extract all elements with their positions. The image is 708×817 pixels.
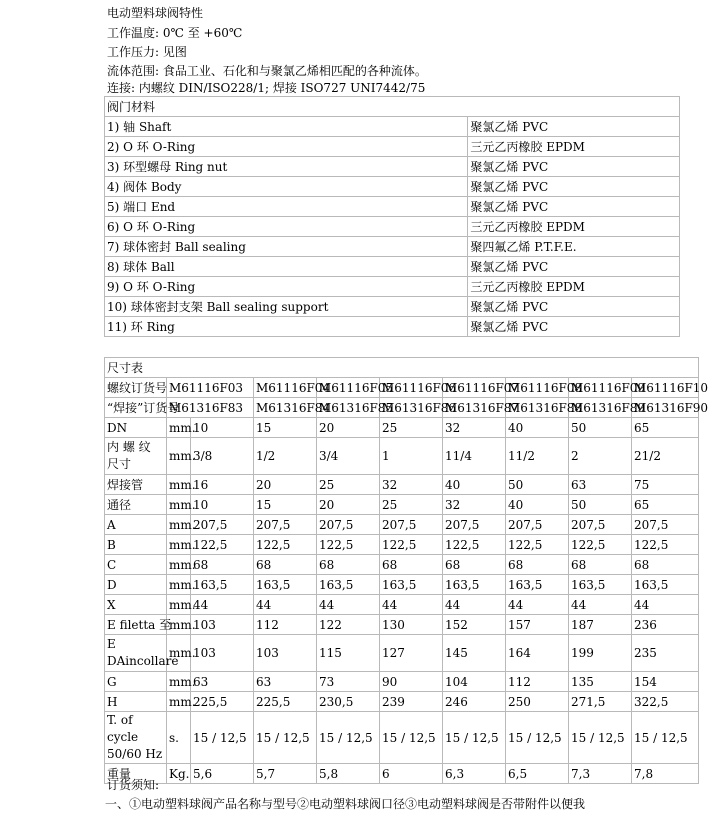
dimension-unit: Kg. [167, 764, 191, 784]
dimension-value: 40 [506, 418, 569, 438]
dimension-value: 322,5 [632, 692, 699, 712]
dimension-value: 207,5 [191, 515, 254, 535]
order-code: M61116F08 [506, 378, 569, 398]
dimension-value: 154 [632, 672, 699, 692]
dimension-value: 63 [191, 672, 254, 692]
dimension-value: 122,5 [191, 535, 254, 555]
dimension-value: 44 [254, 595, 317, 615]
table-row [105, 555, 699, 575]
dimension-value: 250 [506, 692, 569, 712]
dimension-label: D [105, 575, 167, 595]
dimension-value: 236 [632, 615, 699, 635]
fluid-range: 流体范围: 食品工业、石化和与聚氯乙烯相匹配的各种流体。 [107, 64, 427, 78]
dimension-label: H [105, 692, 167, 712]
dimension-value: 90 [380, 672, 443, 692]
order-code: M61316F85 [317, 398, 380, 418]
dimension-value: 163,5 [380, 575, 443, 595]
dimension-value: 152 [443, 615, 506, 635]
dimension-value: 44 [632, 595, 699, 615]
dimension-label: E DAincollare [105, 635, 167, 672]
dimension-value: 163,5 [443, 575, 506, 595]
table-row [105, 137, 680, 157]
dimension-value: 15 / 12,5 [317, 712, 380, 764]
dimension-value: 130 [380, 615, 443, 635]
dimension-value: 225,5 [191, 692, 254, 712]
material-part: 10) 球体密封支架 Ball sealing support [105, 297, 468, 317]
order-notes-line: 一、①电动塑料球阀产品名称与型号②电动塑料球阀口径③电动塑料球阀是否带附件以便我 [105, 797, 586, 811]
table-row [105, 712, 699, 764]
dimension-label: B [105, 535, 167, 555]
order-code: M61116F06 [380, 378, 443, 398]
dimension-value: 5,6 [191, 764, 254, 784]
dimension-value: 68 [506, 555, 569, 575]
table-row [105, 515, 699, 535]
dimension-value: 122 [317, 615, 380, 635]
dimension-unit: mm. [167, 438, 191, 475]
material-name: 三元乙丙橡胶 EPDM [468, 277, 680, 297]
dimension-value: 103 [191, 635, 254, 672]
material-part: 4) 阀体 Body [105, 177, 468, 197]
table-row [105, 277, 680, 297]
dimension-value: 11/4 [443, 438, 506, 475]
dimension-value: 7,8 [632, 764, 699, 784]
dimension-value: 2 [569, 438, 632, 475]
table-row [105, 418, 699, 438]
dimension-value: 68 [254, 555, 317, 575]
dimension-value: 103 [191, 615, 254, 635]
order-code: M61116F09 [569, 378, 632, 398]
order-code: M61316F86 [380, 398, 443, 418]
dimension-value: 207,5 [254, 515, 317, 535]
dimension-value: 230,5 [317, 692, 380, 712]
order-notes-heading: 订货须知: [107, 778, 160, 792]
order-code: M61116F05 [317, 378, 380, 398]
dimension-value: 44 [191, 595, 254, 615]
order-code: M61116F07 [443, 378, 506, 398]
dimension-value: 112 [254, 615, 317, 635]
dimension-value: 15 / 12,5 [254, 712, 317, 764]
dimension-value: 163,5 [317, 575, 380, 595]
dimension-value: 122,5 [443, 535, 506, 555]
material-name: 聚四氟乙烯 P.T.F.E. [468, 237, 680, 257]
dimension-value: 122,5 [380, 535, 443, 555]
dimension-value: 44 [317, 595, 380, 615]
dimension-value: 6,5 [506, 764, 569, 784]
dimension-value: 163,5 [569, 575, 632, 595]
table-row [105, 398, 699, 418]
dimension-value: 3/8 [191, 438, 254, 475]
dimension-unit: mm. [167, 515, 191, 535]
material-name: 聚氯乙烯 PVC [468, 157, 680, 177]
table-row [105, 635, 699, 672]
dimension-value: 235 [632, 635, 699, 672]
dimension-value: 163,5 [506, 575, 569, 595]
dimension-value: 207,5 [317, 515, 380, 535]
dimension-value: 15 [254, 495, 317, 515]
dimension-value: 68 [443, 555, 506, 575]
table-row [105, 475, 699, 495]
dimension-value: 10 [191, 418, 254, 438]
dimension-value: 16 [191, 475, 254, 495]
table-row [105, 575, 699, 595]
dimension-label: C [105, 555, 167, 575]
dimension-value: 15 / 12,5 [506, 712, 569, 764]
order-code: M61116F10 [632, 378, 699, 398]
dimension-label: X [105, 595, 167, 615]
material-name: 聚氯乙烯 PVC [468, 177, 680, 197]
material-name: 聚氯乙烯 PVC [468, 297, 680, 317]
dimension-value: 68 [317, 555, 380, 575]
dimension-label: “焊接”订货号 [105, 398, 167, 418]
dimensions-title: 尺寸表 [105, 358, 699, 378]
dimension-value: 68 [569, 555, 632, 575]
dimension-value: 21/2 [632, 438, 699, 475]
dimension-value: 271,5 [569, 692, 632, 712]
order-code: M61316F84 [254, 398, 317, 418]
dimension-value: 40 [506, 495, 569, 515]
dimension-value: 7,3 [569, 764, 632, 784]
table-row [105, 672, 699, 692]
dimension-value: 207,5 [506, 515, 569, 535]
dimension-label: 内 螺 纹 尺寸 [105, 438, 167, 475]
dimension-value: 68 [191, 555, 254, 575]
dimension-value: 50 [569, 495, 632, 515]
dimension-label: G [105, 672, 167, 692]
dimension-value: 44 [569, 595, 632, 615]
dimension-value: 6 [380, 764, 443, 784]
dimension-value: 44 [443, 595, 506, 615]
table-row [105, 117, 680, 137]
material-part: 7) 球体密封 Ball sealing [105, 237, 468, 257]
work-pressure: 工作压力: 见图 [107, 45, 187, 59]
dimension-value: 15 / 12,5 [380, 712, 443, 764]
dimension-value: 157 [506, 615, 569, 635]
dimension-value: 122,5 [317, 535, 380, 555]
doc-title: 电动塑料球阀特性 [107, 6, 204, 20]
table-row [105, 438, 699, 475]
table-row [105, 692, 699, 712]
table-row [105, 177, 680, 197]
dimension-unit: mm. [167, 555, 191, 575]
dimension-label: 重量 [105, 764, 167, 784]
dimension-value: 73 [317, 672, 380, 692]
dimension-value: 15 / 12,5 [191, 712, 254, 764]
dimension-value: 207,5 [632, 515, 699, 535]
dimension-value: 122,5 [254, 535, 317, 555]
table-row [105, 535, 699, 555]
dimension-unit: mm. [167, 692, 191, 712]
table-row [105, 197, 680, 217]
dimension-value: 15 / 12,5 [443, 712, 506, 764]
dimension-value: 65 [632, 495, 699, 515]
material-name: 聚氯乙烯 PVC [468, 317, 680, 337]
dimension-unit: mm. [167, 495, 191, 515]
order-code: M61316F88 [506, 398, 569, 418]
dimension-value: 163,5 [632, 575, 699, 595]
dimension-value: 207,5 [443, 515, 506, 535]
material-name: 聚氯乙烯 PVC [468, 257, 680, 277]
dimension-value: 63 [569, 475, 632, 495]
material-part: 8) 球体 Ball [105, 257, 468, 277]
dimension-value: 32 [443, 418, 506, 438]
dimension-value: 5,8 [317, 764, 380, 784]
dimension-unit: mm. [167, 635, 191, 672]
table-row [105, 237, 680, 257]
dimension-value: 207,5 [569, 515, 632, 535]
order-code: M61316F83 [167, 398, 254, 418]
dimension-value: 32 [443, 495, 506, 515]
dimension-value: 199 [569, 635, 632, 672]
dimension-value: 225,5 [254, 692, 317, 712]
dimension-label: 螺纹订货号 [105, 378, 167, 398]
dimension-value: 135 [569, 672, 632, 692]
dimension-value: 145 [443, 635, 506, 672]
dimension-value: 44 [506, 595, 569, 615]
dimension-value: 112 [506, 672, 569, 692]
dimension-unit: mm. [167, 418, 191, 438]
dimension-value: 122,5 [632, 535, 699, 555]
dimension-value: 11/2 [506, 438, 569, 475]
order-code: M61116F04 [254, 378, 317, 398]
order-code: M61316F87 [443, 398, 506, 418]
dimension-value: 25 [317, 475, 380, 495]
dimension-value: 20 [254, 475, 317, 495]
dimension-unit: s. [167, 712, 191, 764]
dimension-value: 164 [506, 635, 569, 672]
dimension-value: 1/2 [254, 438, 317, 475]
materials-title-row [105, 97, 680, 117]
dimension-value: 50 [569, 418, 632, 438]
material-part: 9) O 环 O-Ring [105, 277, 468, 297]
material-name: 三元乙丙橡胶 EPDM [468, 137, 680, 157]
dimension-value: 104 [443, 672, 506, 692]
dimension-value: 32 [380, 475, 443, 495]
order-code: M61116F03 [167, 378, 254, 398]
table-row [105, 764, 699, 784]
connection-spec: 连接: 内螺纹 DIN/ISO228/1; 焊接 ISO727 UNI7442/75 [107, 81, 426, 95]
table-row [105, 297, 680, 317]
dimension-value: 40 [443, 475, 506, 495]
dimension-unit: mm. [167, 672, 191, 692]
dimension-value: 50 [506, 475, 569, 495]
material-part: 2) O 环 O-Ring [105, 137, 468, 157]
table-row [105, 157, 680, 177]
table-row [105, 257, 680, 277]
dimension-value: 246 [443, 692, 506, 712]
dimension-value: 20 [317, 495, 380, 515]
dimension-value: 122,5 [569, 535, 632, 555]
material-part: 6) O 环 O-Ring [105, 217, 468, 237]
dimension-unit: mm. [167, 595, 191, 615]
dimension-value: 68 [380, 555, 443, 575]
work-temperature: 工作温度: 0℃ 至 +60℃ [107, 26, 243, 40]
table-row [105, 217, 680, 237]
material-name: 三元乙丙橡胶 EPDM [468, 217, 680, 237]
dimension-label: DN [105, 418, 167, 438]
dimension-value: 163,5 [191, 575, 254, 595]
dimension-value: 63 [254, 672, 317, 692]
dimension-label: E filetta 至 [105, 615, 167, 635]
material-name: 聚氯乙烯 PVC [468, 117, 680, 137]
order-code: M61316F90 [632, 398, 699, 418]
dimension-value: 10 [191, 495, 254, 515]
material-part: 3) 环型螺母 Ring nut [105, 157, 468, 177]
dimension-value: 3/4 [317, 438, 380, 475]
dimension-label: A [105, 515, 167, 535]
dimension-value: 68 [632, 555, 699, 575]
dimension-value: 20 [317, 418, 380, 438]
dimension-unit: mm. [167, 535, 191, 555]
dimension-value: 207,5 [380, 515, 443, 535]
table-row [105, 378, 699, 398]
dimension-value: 65 [632, 418, 699, 438]
table-row [105, 595, 699, 615]
dimension-unit: mm. [167, 575, 191, 595]
dimension-value: 15 / 12,5 [569, 712, 632, 764]
dimension-label: 通径 [105, 495, 167, 515]
material-part: 5) 端口 End [105, 197, 468, 217]
dimension-value: 15 / 12,5 [632, 712, 699, 764]
material-part: 11) 环 Ring [105, 317, 468, 337]
material-part: 1) 轴 Shaft [105, 117, 468, 137]
dimension-label: T. of cycle 50/60 Hz [105, 712, 167, 764]
dimension-value: 122,5 [506, 535, 569, 555]
dimension-label: 焊接管 [105, 475, 167, 495]
dimension-unit: mm. [167, 615, 191, 635]
dimension-value: 187 [569, 615, 632, 635]
materials-title: 阀门材料 [105, 97, 680, 117]
dimension-value: 127 [380, 635, 443, 672]
dimension-value: 239 [380, 692, 443, 712]
table-row [105, 615, 699, 635]
dimension-value: 5,7 [254, 764, 317, 784]
dimension-value: 75 [632, 475, 699, 495]
dimension-value: 25 [380, 418, 443, 438]
table-row [105, 495, 699, 515]
dimension-value: 163,5 [254, 575, 317, 595]
dimension-value: 115 [317, 635, 380, 672]
material-name: 聚氯乙烯 PVC [468, 197, 680, 217]
dimensions-table [104, 357, 708, 784]
dimension-value: 15 [254, 418, 317, 438]
order-code: M61316F89 [569, 398, 632, 418]
dimensions-title-row [105, 358, 699, 378]
dimension-value: 44 [380, 595, 443, 615]
dimension-value: 1 [380, 438, 443, 475]
dimension-value: 103 [254, 635, 317, 672]
materials-table [104, 96, 680, 337]
dimension-unit: mm. [167, 475, 191, 495]
dimension-value: 25 [380, 495, 443, 515]
table-row [105, 317, 680, 337]
dimension-value: 6,3 [443, 764, 506, 784]
